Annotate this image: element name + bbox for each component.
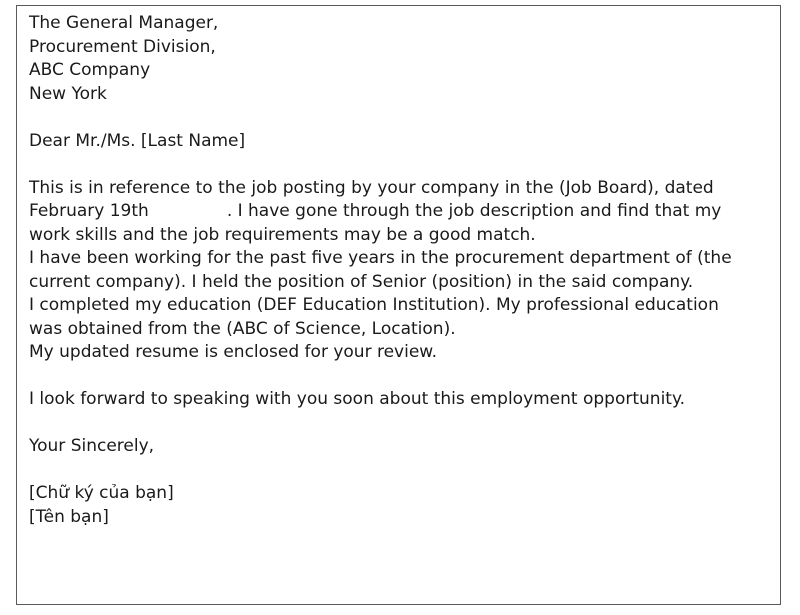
body-line: was obtained from the (ABC of Science, Location). — [29, 318, 456, 339]
closing-paragraph: I look forward to speaking with you soon about this employment opportunity. — [29, 389, 686, 409]
posting-date: February 19th — [29, 201, 149, 221]
spacer — [29, 153, 774, 177]
spacer — [29, 106, 774, 130]
body-line: I have been working for the past five years in the procurement department of (the — [29, 248, 732, 268]
body-line: current company). I held the position of Senior (position) in the said company. — [29, 271, 694, 292]
name-placeholder: [Tên bạn] — [29, 506, 109, 527]
recipient-division: Procurement Division, — [29, 36, 216, 57]
spacer — [29, 412, 774, 436]
letter-body — [29, 177, 774, 365]
cover-letter — [29, 12, 774, 529]
body-text: . I have gone through the job description and find that my — [226, 201, 722, 221]
recipient-block — [29, 12, 774, 106]
body-line: This is in reference to the job posting by your company in the (Job Board), dated — [29, 177, 714, 198]
body-line: I completed my education (DEF Education Institution). My professional education — [29, 295, 719, 315]
spacer — [29, 459, 774, 483]
salutation: Dear Mr./Ms. [Last Name] — [29, 130, 246, 151]
body-line: My updated resume is enclosed for your review. — [29, 342, 438, 362]
recipient-city: New York — [29, 83, 107, 104]
signature-placeholder: [Chữ ký của bạn] — [29, 483, 174, 503]
recipient-company: ABC Company — [29, 60, 151, 80]
spacer — [29, 365, 774, 389]
recipient-title: The General Manager, — [29, 13, 219, 33]
body-line: work skills and the job requirements may be a good match. — [29, 224, 536, 245]
signature-block — [29, 482, 774, 529]
body-line — [29, 200, 774, 224]
sign-off: Your Sincerely, — [29, 436, 155, 456]
